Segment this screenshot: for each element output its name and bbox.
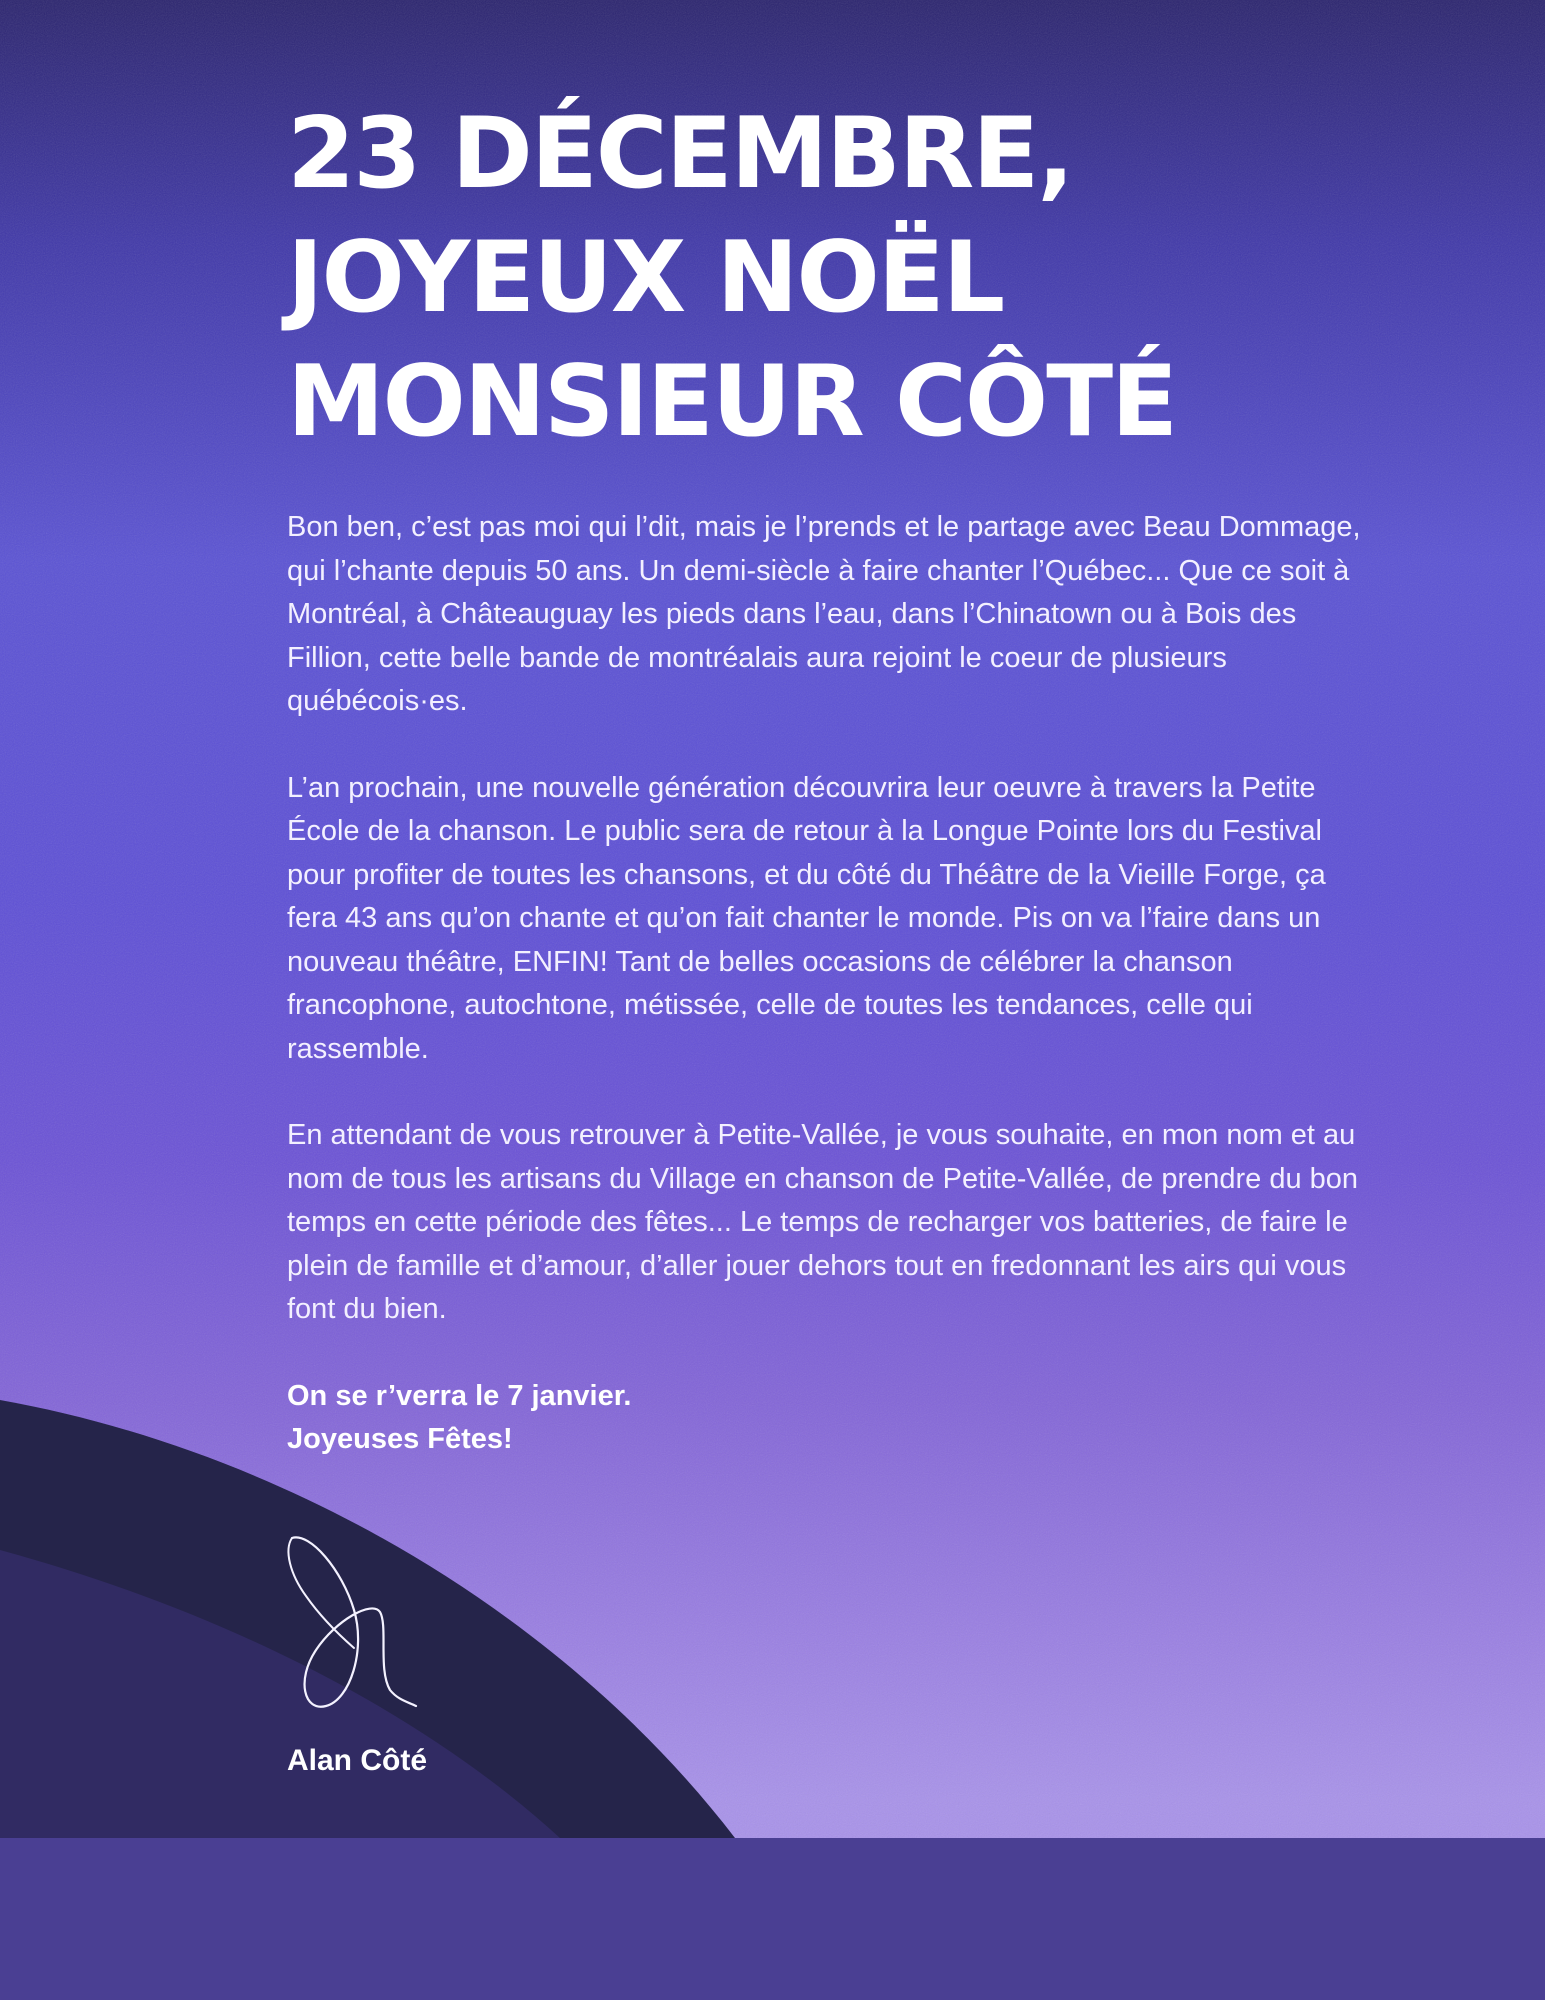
headline-line-2: JOYEUX NOËL <box>287 221 1004 335</box>
handwritten-signature <box>280 1530 430 1720</box>
headline-line-3: MONSIEUR CÔTÉ <box>287 345 1177 459</box>
letter-content <box>287 92 1367 1462</box>
headline-line-1: 23 DÉCEMBRE, <box>287 97 1073 211</box>
paragraph-1: Bon ben, c’est pas moi qui l’dit, mais je l’prends et le partage avec Beau Dommage, qui l’chante depuis 50 ans. Un demi-siècle à faire chanter l’Québec... Que ce soit à Montréal, à Châteauguay les pieds dans l’eau, dans l’Chinatown ou à Bois des Fillion, cette belle bande de montréalais aura rejoint le coeur de plusieurs québécois·es. <box>287 511 1361 717</box>
paragraph-2: L’an prochain, une nouvelle génération découvrira leur oeuvre à travers la Petite École de la chanson. Le public sera de retour à la Longue Pointe lors du Festival pour profiter de toutes les chansons, et du côté du Théâtre de la Vieille Forge, ça fera 43 ans qu’on chante et qu’on fait chanter le monde. Pis on va l’faire dans un nouveau théâtre, ENFIN! Tant de belles occasions de célébrer la chanson francophone, autochtone, métissée, celle de toutes les tendances, celle qui rassemble. <box>287 771 1326 1065</box>
headline <box>287 92 1367 464</box>
closing <box>287 1375 1367 1462</box>
footer-band <box>0 1838 1545 2000</box>
closing-line-1: On se r’verra le 7 janvier. <box>287 1379 632 1412</box>
closing-line-2: Joyeuses Fêtes! <box>287 1423 513 1455</box>
letter-body <box>287 506 1367 1332</box>
paragraph-3: En attendant de vous retrouver à Petite-Vallée, je vous souhaite, en mon nom et au nom de tous les artisans du Village en chanson de Petite-Vallée, de prendre du bon temps en cette période des fêtes... Le temps de recharger vos batteries, de faire le plein de famille et d’amour, d’aller jouer dehors tout en fredonnant les airs qui vous font du bien. <box>287 1119 1359 1325</box>
signer-name: Alan Côté <box>287 1744 428 1777</box>
